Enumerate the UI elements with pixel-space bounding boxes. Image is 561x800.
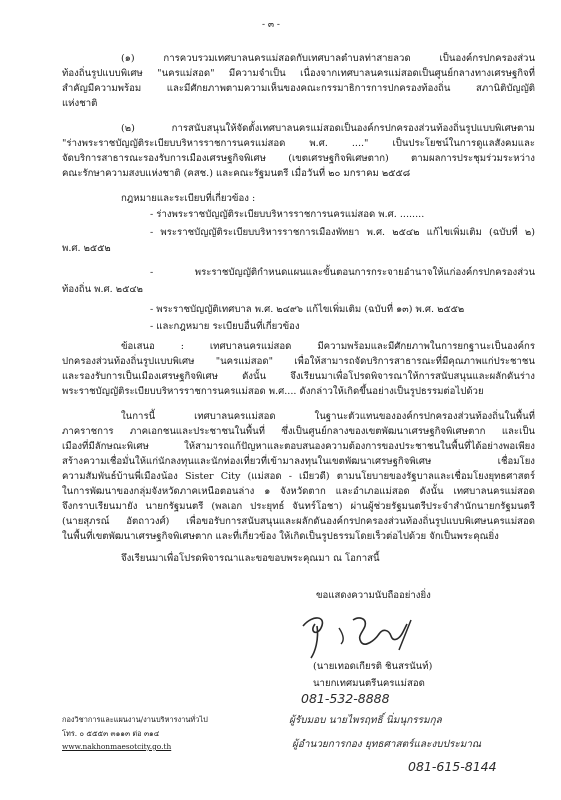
law-item-5: - และกฎหมาย ระเบียบอื่นที่เกี่ยวข้อง [150,321,300,332]
request-line: จึงเรียนมาเพื่อโปรดพิจารณาและขอขอบพระคุณมา ณ โอกาสนี้ [121,553,380,564]
laws-heading: กฎหมายและระเบียบที่เกี่ยวข้อง : [121,193,256,204]
law-item-4: - พระราชบัญญัติเทศบาล พ.ศ. ๒๔๙๖ แก้ไขเพิ่มเติม (ฉบับที่ ๑๓) พ.ศ. ๒๕๕๒ [150,304,465,315]
handwritten-note-2: ผู้อำนวยการกอง ยุทธศาสตร์และงบประมาณ [292,739,482,750]
signature-image [295,606,430,660]
item2-line4: คณะรักษาความสงบแห่งชาติ (คสช.) และคณะรัฐมนตรี เมื่อวันที่ ๒๐ มกราคม ๒๕๕๘ [62,168,411,179]
closing-line9: ในพื้นที่เขตพัฒนาเศรษฐกิจพิเศษตาก และที่เกี่ยวข้อง ให้เกิดเป็นรูปธรรมโดยเร็วต่อไปด้วย จักเป็นพระคุณยิ่ง [62,531,499,542]
handwritten-phone-2: 081-615-8144 [408,759,497,774]
footer-telephone: โทร. ๐ ๕๕๕๓ ๓๑๑๓ ต่อ ๓๑๔ [62,729,160,738]
proposal-line1: ข้อเสนอ : เทศบาลนครแม่สอด มีความพร้อมและมีศักยภาพในการยกฐานะเป็นองค์กร [121,341,535,352]
handwritten-note-1: ผู้รับมอบ นายไพรฤทธิ์ นิ่มนุกรรมกุล [289,715,442,726]
law-item-2-cont: พ.ศ. ๒๕๕๒ [62,243,111,254]
respect-closing: ขอแสดงความนับถืออย่างยิ่ง [316,590,431,601]
proposal-line3: และรองรับการเป็นเมืองเศรษฐกิจพิเศษ ดังนั้น จึงเรียนมาเพื่อโปรดพิจารณาให้การสนับสนุนและผลักดันร่าง [62,371,535,382]
closing-line5: ความสัมพันธ์บ้านพี่เมืองน้อง Sister City (แม่สอด - เมียวดี) ตามนโยบายของรัฐบาลและเชื่อมโยงยุทธศาสตร์ [62,471,535,482]
signatory-position: นายกเทศมนตรีนครแม่สอด [313,678,425,689]
item1-line1: (๑) การควบรวมเทศบาลนครแม่สอดกับเทศบาลตำบลท่าสายลวด เป็นองค์กรปกครองส่วน [121,53,535,64]
law-item-1: - ร่างพระราชบัญญัติระเบียบบริหารราชการนครแม่สอด พ.ศ. ........ [150,209,425,220]
page-number: - ๓ - [262,20,280,30]
closing-line7: จึงกราบเรียนมายัง นายกรัฐมนตรี (พลเอก ประยุทธ์ จันทร์โอชา) ผ่านผู้ช่วยรัฐมนตรีประจำสำนักนายกรัฐมนตรี [62,501,535,512]
item2-line3: จัดบริการสาธารณะรองรับการเมืองเศรษฐกิจพิเศษ (เขตเศรษฐกิจพิเศษตาก) ตามผลการประชุมร่วมระหว่าง [62,153,535,164]
signatory-name: (นายเทอดเกียรติ ชินสรนันท์) [313,661,433,672]
item1-line3: สำคัญมีความพร้อม และมีศักยภาพตามความเห็นของคณะกรรมาธิการการปกครองท้องถิ่น สภานิติบัญญัติ [62,83,535,94]
handwritten-phone-1: 081-532-8888 [301,691,390,706]
law-item-2: - พระราชบัญญัติระเบียบบริหารราชการเมืองพัทยา พ.ศ. ๒๕๔๒ แก้ไขเพิ่มเติม (ฉบับที่ ๒) [150,227,535,238]
item1-line2: ท้องถิ่นรูปแบบพิเศษ "นครแม่สอด" มีความจำเป็น เนื่องจากเทศบาลนครแม่สอดเป็นศูนย์กลางทางเศรษฐกิจที่ [62,68,535,79]
closing-line6: ในการพัฒนาของกลุ่มจังหวัดภาคเหนือตอนล่าง ๑ จังหวัดตาก และอำเภอแม่สอด ดังนั้น เทศบาลนครแม่สอด [62,486,535,497]
footer-website-link[interactable]: www.nakhonmaesotcity.go.th [62,742,172,751]
law-item-3-cont: ท้องถิ่น พ.ศ. ๒๕๔๒ [62,284,143,295]
proposal-line4: พระราชบัญญัติระเบียบบริหารราชการนครแม่สอด พ.ศ.... ดังกล่าวให้เกิดขึ้นอย่างเป็นรูปธรรมต่อไปด้วย [62,386,484,397]
law-item-3: - พระราชบัญญัติกำหนดแผนและขั้นตอนการกระจายอำนาจให้แก่องค์กรปกครองส่วน [150,267,535,278]
item2-line1: (๒) การสนับสนุนให้จัดตั้งเทศบาลนครแม่สอดเป็นองค์กรปกครองส่วนท้องถิ่นรูปแบบพิเศษตาม [121,123,535,134]
footer-department: กองวิชาการและแผนงาน/งานบริหารงานทั่วไป [62,715,208,724]
closing-line2: ภาคราชการ ภาคเอกชนและประชาชนในพื้นที่ ซึ่งเป็นศูนย์กลางของเขตพัฒนาเศรษฐกิจพิเศษตาก และเป็น [62,426,535,437]
item1-line4: แห่งชาติ [62,98,98,109]
closing-line8: (นายสุภรณ์ อัตถาวงศ์) เพื่อขอรับการสนับสนุนและผลักดันองค์กรปกครองส่วนท้องถิ่นรูปแบบพิเศษนครแม่สอด [62,516,535,527]
closing-line3: เมืองที่มีลักษณะพิเศษ ให้สามารถแก้ปัญหาและตอบสนองความต้องการของประชาชนในพื้นที่ได้อย่างพอเพียง [62,441,535,452]
closing-line1: ในการนี้ เทศบาลนครแม่สอด ในฐานะตัวแทนขององค์กรปกครองส่วนท้องถิ่นในพื้นที่ [121,411,535,422]
item2-line2: "ร่างพระราชบัญญัติระเบียบบริหารราชการนครแม่สอด พ.ศ. ...." เป็นประโยชน์ในการดูแลสังคมและ [62,138,535,149]
closing-line4: สร้างความเชื่อมั่นให้แก่นักลงทุนและนักท่องเที่ยวที่เข้ามาลงทุนในเขตพัฒนาเศรษฐกิจพิเศษ เชื่อมโยง [62,456,535,467]
proposal-line2: ปกครองส่วนท้องถิ่นรูปแบบพิเศษ "นครแม่สอด" เพื่อให้สามารถจัดบริการสาธารณะที่มีคุณภาพแก่ประชาชน [62,356,535,367]
